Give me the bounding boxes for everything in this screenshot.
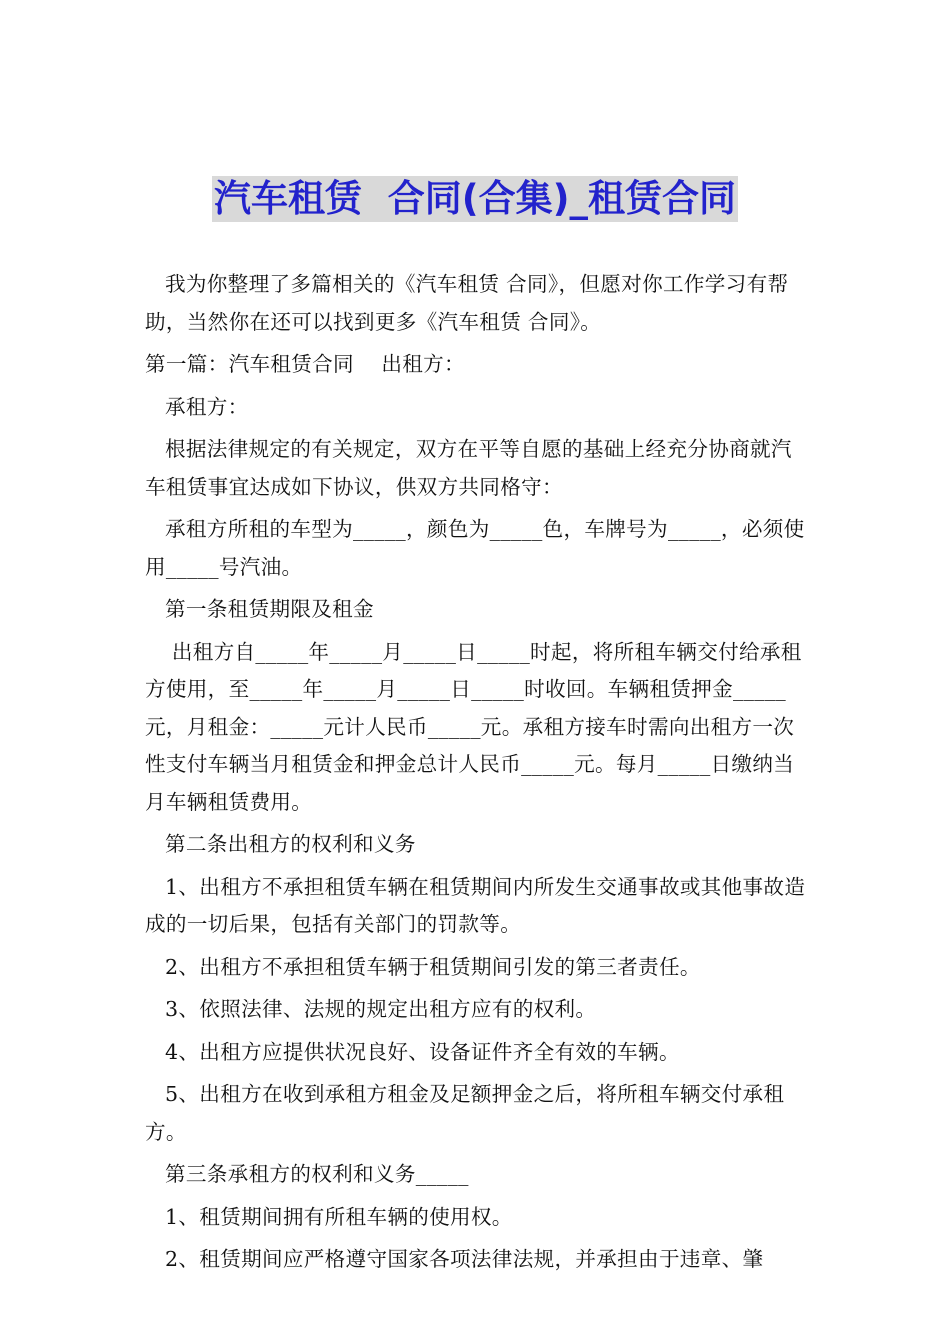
paragraph-chapter-heading: 第一篇：汽车租赁合同 出租方： xyxy=(145,352,465,376)
paragraph-legal-basis: 根据法律规定的有关规定，双方在平等自愿的基础上经充分协商就汽车租赁事宜达成如下协议，供双方共同格守： xyxy=(145,437,792,499)
document-title: 汽车租赁 合同(合集)_租赁合同 xyxy=(213,177,737,220)
paragraph-article-3-heading: 第三条承租方的权利和义务_____ xyxy=(165,1162,469,1186)
document-body xyxy=(145,266,807,1284)
paragraph-article-2-item-3: 3、依照法律、法规的规定出租方应有的权利。 xyxy=(165,997,597,1021)
paragraph-article-3-item-2: 2、租赁期间应严格遵守国家各项法律法规，并承担由于违章、肇 xyxy=(165,1247,764,1271)
paragraph-vehicle-info: 承租方所租的车型为_____，颜色为_____色，车牌号为_____，必须使用_____号汽油。 xyxy=(145,517,805,579)
title-container xyxy=(0,176,950,222)
paragraph-article-1-heading: 第一条租赁期限及租金 xyxy=(165,597,374,621)
paragraph-article-2-heading: 第二条出租方的权利和义务 xyxy=(165,832,416,856)
paragraph-article-3-item-1: 1、租赁期间拥有所租车辆的使用权。 xyxy=(165,1204,513,1229)
paragraph-article-1-body: 出租方自_____年_____月_____日_____时起，将所租车辆交付给承租方使用，至_____年_____月_____日_____时收回。车辆租赁押金_____元，月租金：_____元计人民币_____元。承租方接车时需向出租方一次性支付车辆当月租赁金和押金总计人民币_____元。每月_____日缴纳当月车辆租赁费用。 xyxy=(145,639,802,814)
paragraph-article-2-item-4: 4、出租方应提供状况良好、设备证件齐全有效的车辆。 xyxy=(165,1039,680,1064)
paragraph-article-2-item-1: 1、出租方不承担租赁车辆在租赁期间内所发生交通事故或其他事故造成的一切后果，包括有关部门的罚款等。 xyxy=(145,874,806,936)
paragraph-article-2-item-5: 5、出租方在收到承租方租金及足额押金之后，将所租车辆交付承租方。 xyxy=(145,1082,785,1144)
paragraph-intro: 我为你整理了多篇相关的《汽车租赁 合同》，但愿对你工作学习有帮助，当然你在还可以找到更多《汽车租赁 合同》。 xyxy=(145,272,789,334)
paragraph-article-2-item-2: 2、出租方不承担租赁车辆于租赁期间引发的第三者责任。 xyxy=(165,954,701,979)
paragraph-lessee: 承租方： xyxy=(165,394,249,419)
